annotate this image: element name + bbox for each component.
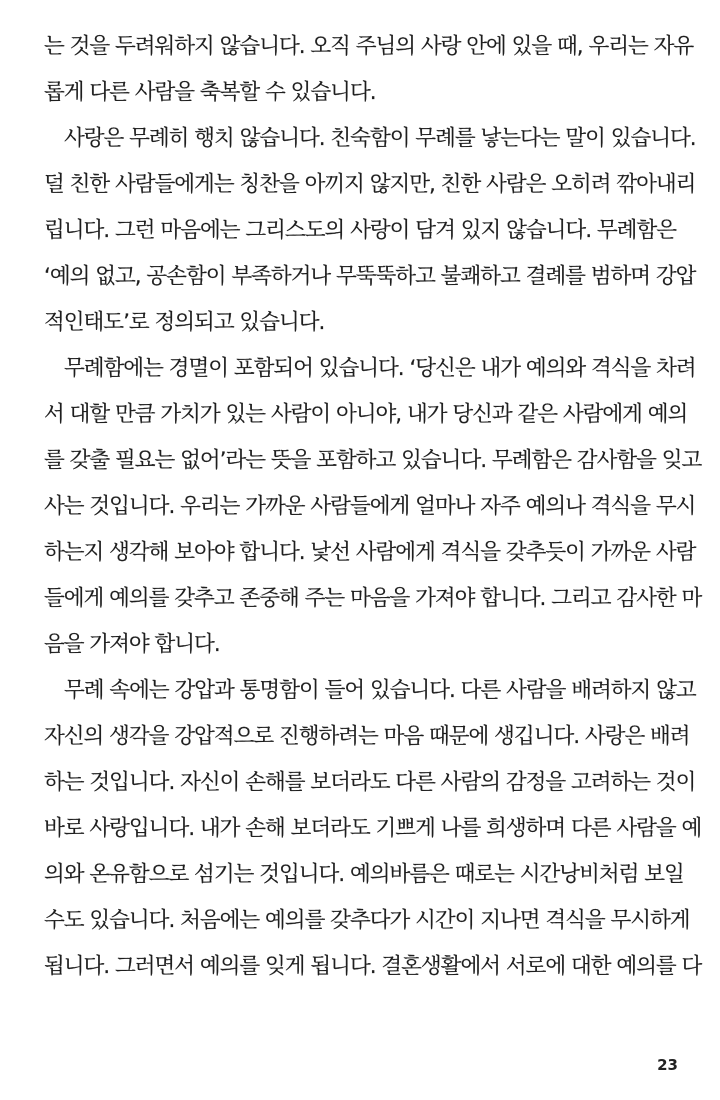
text-line: 수도 있습니다. 처음에는 예의를 갖추다가 시간이 지나면 격식을 무시하게 <box>44 908 690 933</box>
text-line: 무례함에는 경멸이 포함되어 있습니다. ‘당신은 내가 예의와 격식을 차려 <box>64 356 696 381</box>
text-line: 음을 가져야 합니다. <box>44 632 220 657</box>
text-line: 하는 것입니다. 자신이 손해를 보더라도 다른 사람의 감정을 고려하는 것이 <box>44 770 696 795</box>
text-line: 는 것을 두려워하지 않습니다. 오직 주님의 사랑 안에 있을 때, 우리는 자유 <box>44 34 694 59</box>
text-line: 들에게 예의를 갖추고 존중해 주는 마음을 가져야 합니다. 그리고 감사한 마 <box>44 586 702 611</box>
text-line: 무례 속에는 강압과 통명함이 들어 있습니다. 다른 사람을 배려하지 않고 <box>64 678 696 703</box>
text-line: 덜 친한 사람들에게는 칭찬을 아끼지 않지만, 친한 사람은 오히려 깎아내리 <box>44 172 696 197</box>
text-line: 적인태도’로 정의되고 있습니다. <box>44 310 325 335</box>
text-line: 사는 것입니다. 우리는 가까운 사람들에게 얼마나 자주 예의나 격식을 무시 <box>44 494 696 519</box>
text-line: 의와 온유함으로 섬기는 것입니다. 예의바름은 때로는 시간낭비처럼 보일 <box>44 862 684 887</box>
text-line: 서 대할 만큼 가치가 있는 사람이 아니야, 내가 당신과 같은 사람에게 예의 <box>44 402 688 427</box>
text-line: 롭게 다른 사람을 축복할 수 있습니다. <box>44 80 376 105</box>
text-line: 됩니다. 그러면서 예의를 잊게 됩니다. 결혼생활에서 서로에 대한 예의를 다 <box>44 954 702 979</box>
text-line: 립니다. 그런 마음에는 그리스도의 사랑이 담겨 있지 않습니다. 무례함은 <box>44 218 676 243</box>
page-number: 23 <box>657 1056 678 1074</box>
text-line: ‘예의 없고, 공손함이 부족하거나 무뚝뚝하고 불쾌하고 결례를 범하며 강압 <box>44 264 696 289</box>
text-line: 를 갖출 필요는 없어’라는 뜻을 포함하고 있습니다. 무례함은 감사함을 잊고 <box>44 448 702 473</box>
text-line: 자신의 생각을 강압적으로 진행하려는 마음 때문에 생깁니다. 사랑은 배려 <box>44 724 690 749</box>
text-line: 사랑은 무례히 행치 않습니다. 친숙함이 무례를 낳는다는 말이 있습니다. <box>64 126 696 151</box>
text-line: 바로 사랑입니다. 내가 손해 보더라도 기쁘게 나를 희생하며 다른 사람을 예 <box>44 816 702 841</box>
text-line: 하는지 생각해 보아야 합니다. 낯선 사람에게 격식을 갖추듯이 가까운 사람 <box>44 540 696 565</box>
